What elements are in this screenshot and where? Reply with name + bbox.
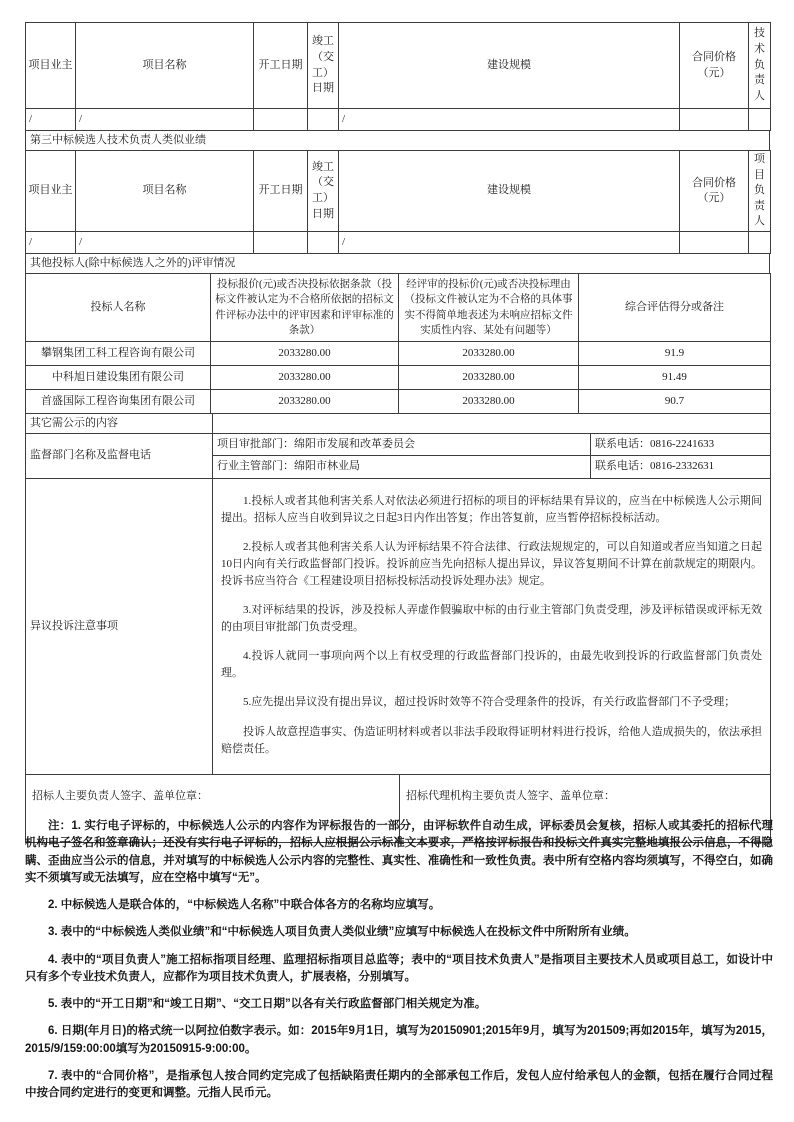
section-row-other-bidders	[25, 253, 770, 274]
col-header-project-manager: 项目负责人	[749, 151, 771, 232]
col-header-start-date: 开工日期	[254, 23, 308, 109]
col-header-project-owner: 项目业主	[26, 151, 76, 232]
footnotes	[25, 818, 773, 1112]
col-header-bidder-name: 投标人名称	[26, 274, 211, 342]
empty-cell	[749, 109, 771, 131]
col-header-bid-price: 投标报价(元)或否决投标依据条款（投标文件被认定为不合格所依据的招标文件评标办法中的评审因素和评审标准的条款）	[211, 274, 399, 342]
col-header-construction-scale: 建设规模	[339, 23, 680, 109]
score: 91.9	[579, 342, 771, 366]
table-row	[26, 366, 771, 390]
note-paragraph: 注：1. 实行电子评标的，中标候选人公示的内容作为评标报告的一部分，由评标软件自动生成，评标委员会复核，招标人或其委托的招标代理机构电子签名和签章确认；还没有实行电子评标的，招标人应根据公示标准文本要求，严格按评标报告和投标文件真实完整地填报公示信息，不得隐瞒、歪曲应当公示的信息，并对填写的中标候选人公示内容的完整性、真实性、准确性和一致性负责。表中所有空格内容均须填写，不得空白，如确实不须填写或无法填写，应在空格中填写“无”。	[25, 820, 773, 884]
objection-paragraph: 3.对评标结果的投诉，涉及投标人弄虚作假骗取中标的由行业主管部门负责受理，涉及评标错误或评标无效的由项目审批部门负责受理。	[221, 604, 762, 634]
supervision-label: 监督部门名称及监督电话	[26, 434, 213, 479]
objection-table	[25, 478, 771, 775]
evaluated-price: 2033280.00	[399, 342, 579, 366]
col-header-contract-price: 合同价格（元）	[680, 23, 749, 109]
empty-cell	[254, 232, 308, 254]
bid-price: 2033280.00	[211, 390, 399, 414]
bid-publicity-form	[25, 22, 770, 843]
note-paragraph: 4. 表中的“项目负责人”施工招标指项目经理、监理招标指项目总监等；表中的“项目技术负责人”是指项目主要技术人员或项目总工，如设计中只有多个专业技术负责人，应都作为项目技术负责人，扩展表格，分别填写。	[25, 953, 773, 983]
evaluated-price: 2033280.00	[399, 366, 579, 390]
col-header-score: 综合评估得分或备注	[579, 274, 771, 342]
objection-paragraph: 4.投诉人就同一事项向两个以上有权受理的行政监督部门投诉的，由最先收到投诉的行政监督部门负责处理。	[221, 650, 762, 680]
section-title: 第三中标候选人技术负责人类似业绩	[26, 131, 770, 151]
supervision-table	[25, 433, 771, 479]
approval-department: 项目审批部门：绵阳市发展和改革委员会	[213, 434, 591, 456]
owner-value: /	[26, 232, 76, 254]
table-row	[26, 232, 771, 254]
empty-cell	[680, 109, 749, 131]
score: 91.49	[579, 366, 771, 390]
section-row-third-candidate	[25, 130, 770, 151]
approval-phone: 联系电话：0816-2241633	[591, 434, 771, 456]
objection-paragraph: 5.应先提出异议没有提出异议，超过投诉时效等不符合受理条件的投诉，有关行政监督部门不予受理；	[243, 696, 736, 709]
empty-cell	[680, 232, 749, 254]
evaluated-price: 2033280.00	[399, 390, 579, 414]
score: 90.7	[579, 390, 771, 414]
project-name-value: /	[76, 232, 254, 254]
empty-cell	[254, 109, 308, 131]
table-row	[26, 434, 771, 456]
note-paragraph: 3. 表中的“中标候选人类似业绩”和“中标候选人项目负责人类似业绩”应填写中标候选人在投标文件中所附所有业绩。	[48, 926, 636, 939]
objection-paragraph: 1.投标人或者其他利害关系人对依法必须进行招标的项目的评标结果有异议的，应当在中标候选人公示期间提出。招标人应当自收到异议之日起3日内作出答复；作出答复前，应当暂停招标投标活动。	[221, 495, 762, 525]
col-header-contract-price: 合同价格（元）	[680, 151, 749, 232]
col-header-completion-date: 竣工（交工）日期	[308, 23, 339, 109]
owner-value: /	[26, 109, 76, 131]
project-manager-performance-table	[25, 150, 771, 254]
industry-department: 行业主管部门：绵阳市林业局	[213, 456, 591, 479]
col-header-construction-scale: 建设规模	[339, 151, 680, 232]
section-title: 其他投标人(除中标候选人之外的)评审情况	[26, 254, 770, 274]
objection-paragraph: 投诉人故意捏造事实、伪造证明材料或者以非法手段取得证明材料进行投诉，给他人造成损失的，依法承担赔偿责任。	[221, 725, 762, 755]
empty-cell	[308, 232, 339, 254]
bid-price: 2033280.00	[211, 366, 399, 390]
objection-label: 异议投诉注意事项	[26, 479, 213, 775]
note-paragraph: 7. 表中的“合同价格”，是指承包人按合同约定完成了包括缺陷责任期内的全部承包工作后，发包人应付给承包人的金额，包括在履行合同过程中按合同约定进行的变更和调整。元指人民币元。	[25, 1069, 773, 1099]
col-header-project-name: 项目名称	[76, 151, 254, 232]
bidder-name: 中科旭日建设集团有限公司	[26, 366, 211, 390]
col-header-project-name: 项目名称	[76, 23, 254, 109]
table-row	[26, 342, 771, 366]
bidder-name: 攀钢集团工科工程咨询有限公司	[26, 342, 211, 366]
table-row	[26, 109, 771, 131]
col-header-completion-date: 竣工（交工）日期	[308, 151, 339, 232]
note-paragraph: 5. 表中的“开工日期”和“竣工日期”、“交工日期”以各有关行政监督部门相关规定为准。	[48, 998, 487, 1010]
table-row	[26, 390, 771, 414]
objection-paragraph: 2.投标人或者其他利害关系人认为评标结果不符合法律、行政法规规定的，可以自知道或者应当知道之日起10日内向有关行政监督部门投诉。投诉前应当先向招标人提出异议，异议答复期间不计算在前款规定的期限内。投诉书应当符合《工程建设项目招标投标活动投诉处理办法》规定。	[221, 541, 762, 588]
other-bidders-table	[25, 273, 771, 414]
bid-price: 2033280.00	[211, 342, 399, 366]
tech-lead-performance-table	[25, 22, 771, 131]
empty-cell	[213, 414, 771, 434]
note-paragraph: 6. 日期(年月日)的格式统一以阿拉伯数字表示。如：2015年9月1日，填写为20150901;2015年9月，填写为201509;再如2015年，填写为2015，2015/9/159:00:00填写为20150915-9:00:00。	[25, 1025, 773, 1055]
industry-phone: 联系电话：0816-2332631	[591, 456, 771, 479]
agency-signature-label: 招标代理机构主要负责人签字、盖单位章：	[400, 774, 771, 842]
empty-cell	[308, 109, 339, 131]
col-header-tech-lead: 技术负责人	[749, 23, 771, 109]
other-public-content-label: 其它需公示的内容	[26, 414, 213, 434]
project-name-value: /	[76, 109, 254, 131]
scale-value: /	[339, 109, 680, 131]
note-paragraph: 2. 中标候选人是联合体的，“中标候选人名称”中联合体各方的名称均应填写。	[48, 899, 441, 911]
col-header-project-owner: 项目业主	[26, 23, 76, 109]
tenderer-signature-label: 招标人主要负责人签字、盖单位章：	[26, 774, 400, 842]
scale-value: /	[339, 232, 680, 254]
col-header-evaluated-price: 经评审的投标价(元)或否决投标理由（投标文件被认定为不合格的具体事实不得简单地表述为未响应招标文件实质性内容、某处有问题等）	[399, 274, 579, 342]
other-public-content-row	[25, 413, 771, 434]
objection-body	[213, 479, 771, 775]
col-header-start-date: 开工日期	[254, 151, 308, 232]
empty-cell	[749, 232, 771, 254]
bidder-name: 首盛国际工程咨询集团有限公司	[26, 390, 211, 414]
